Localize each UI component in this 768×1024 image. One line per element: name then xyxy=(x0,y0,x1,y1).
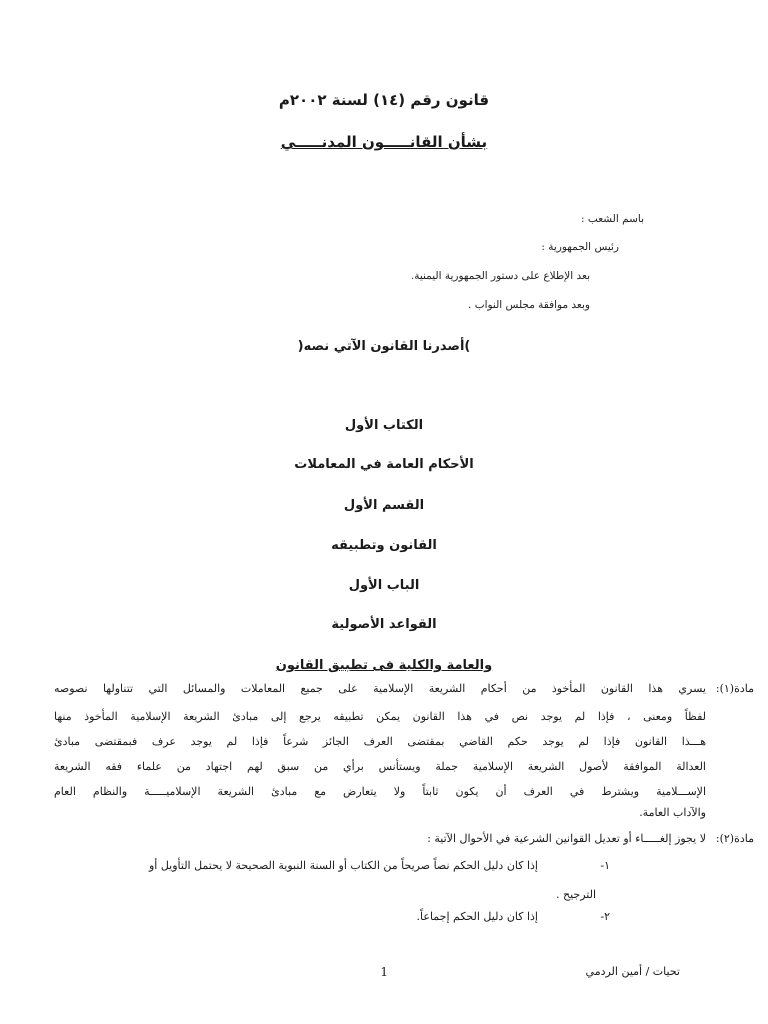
article-2-item-1-continuation: الترجيح . xyxy=(555,888,596,901)
chapter-subtitle-heading: القواعد الأصولية xyxy=(331,617,437,632)
preamble-line: بعد الإطلاع على دستور الجمهورية اليمنية. xyxy=(410,270,590,282)
part-heading: القسم الأول xyxy=(343,498,425,513)
page-number: 1 xyxy=(380,965,388,979)
article-2-text: لا يجوز إلغـــــاء أو تعديل القوانين الشرعية في الأحوال الآتية : xyxy=(427,832,706,845)
article-2-label: مادة(٢): xyxy=(715,832,754,845)
article-1-label: مادة(١): xyxy=(715,682,754,695)
part-title-heading: القانون وتطبيقه xyxy=(331,538,437,553)
article-1-line: العدالة الموافقة لأصول الشريعة الإسلامية جملة ويستأنس برأي من سبق لهم اجتهاد من علماء فقه الشريعة xyxy=(54,760,706,773)
law-title: قانون رقم (١٤) لسنة ٢٠٠٢م xyxy=(278,91,490,109)
book-title-heading: الأحكام العامة في المعاملات xyxy=(294,457,474,472)
law-subject: بشأن القانـــــون المدنـــــي xyxy=(280,133,488,151)
article-2-item-2-marker: ٢- xyxy=(600,910,610,923)
article-2-item-2-text: إذا كان دليل الحكم إجماعاً. xyxy=(416,910,538,923)
article-1-line: يسري هذا القانون المأخوذ من أحكام الشريعة الإسلامية على جميع المعاملات والمسائل التي تتناولها نصوصه xyxy=(54,682,706,695)
article-1-line: الإســـلامية ويشترط في العرف أن يكون ثابتاً ولا يتعارض مع مبادئ الشريعة الإسلاميـــــة والنظام العام xyxy=(54,785,706,798)
chapter-heading: الباب الأول xyxy=(348,578,420,593)
chapter-title: والعامة والكلية فى تطبيق القانون xyxy=(275,658,493,673)
enactment-statement: )أصدرنا القانون الآتي نصه( xyxy=(297,339,471,354)
article-2-item-1-marker: ١- xyxy=(600,859,610,872)
preamble-line: باسم الشعب : xyxy=(581,213,644,225)
footer-credit: تحيات / أمين الردمي xyxy=(585,965,680,978)
preamble-line: رئيس الجمهورية : xyxy=(541,241,619,253)
article-1-line: والآداب العامة. xyxy=(639,806,706,819)
book-heading: الكتاب الأول xyxy=(344,418,424,433)
preamble-line: وبعد موافقة مجلس النواب . xyxy=(468,299,590,311)
article-2-item-1-text: إذا كان دليل الحكم نصاً صريحاً من الكتاب أو السنة النبوية الصحيحة لا يحتمل التأويل أو xyxy=(148,859,538,872)
article-1-line: هـــذا القانون فإذا لم يوجد حكم القاضي بمقتضى العرف الجائز شرعاً فإذا لم يوجد عرف فبمقتضى مبادئ xyxy=(54,735,706,748)
article-1-line: لفظاً ومعنى ، فإذا لم يوجد نص في هذا القانون يمكن تطبيقه يرجع إلى مبادئ الشريعة الإسلامية المأخوذ منها xyxy=(54,710,706,723)
